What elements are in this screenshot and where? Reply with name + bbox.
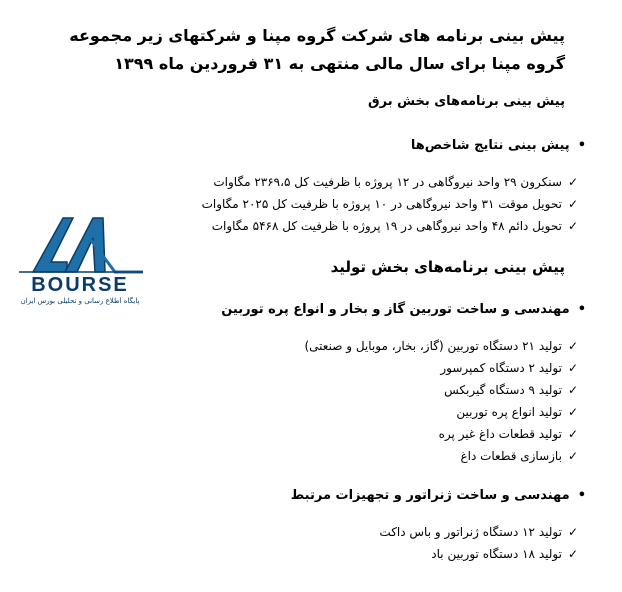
- check-icon: ✓: [567, 449, 578, 463]
- check-icon: ✓: [567, 361, 578, 375]
- check-icon: ✓: [567, 197, 578, 211]
- svg-text:پایگاه اطلاع رسانی و تحلیلی بو: پایگاه اطلاع رسانی و تحلیلی بورس ایران: [20, 297, 140, 305]
- check-icon: ✓: [567, 219, 578, 233]
- bourse24-logo: [5, 210, 155, 305]
- list-item: ✓سنکرون ۲۹ واحد نیروگاهی در ۱۲ پروژه با ظرفیت کل ۲۳۶۹،۵ مگاوات: [213, 175, 578, 189]
- bullet-label: مهندسی و ساخت توربین گاز و بخار و انواع پره توربین: [221, 302, 570, 317]
- list-item: ✓بازسازی قطعات داغ: [460, 449, 578, 463]
- list-item: ✓تولید ۱۲ دستگاه ژنراتور و باس داکت: [379, 525, 578, 539]
- section-heading-production: پیش بینی برنامه‌های بخش تولید: [330, 258, 565, 276]
- list-item: ✓تولید ۲ دستگاه کمپرسور: [440, 361, 578, 375]
- bullet-generator: [291, 488, 586, 503]
- check-icon: ✓: [567, 405, 578, 419]
- bullet-dot-icon: •: [577, 488, 586, 503]
- list-item: ✓تولید ۱۸ دستگاه توربین باد: [431, 547, 578, 561]
- check-icon: ✓: [567, 427, 578, 441]
- list-item: ✓تولید انواع پره توربین: [456, 405, 578, 419]
- check-icon: ✓: [567, 339, 578, 353]
- svg-text:BOURSE: BOURSE: [31, 274, 129, 296]
- page-title: پیش بینی برنامه های شرکت گروه مپنا و شرکتهای زیر مجموعه گروه مپنا برای سال مالی منتهی به ۳۱ فروردین ماه ۱۳۹۹: [69, 26, 565, 73]
- list-item: ✓تولید ۲۱ دستگاه توربین (گاز، بخار، موبایل و صنعتی): [304, 339, 578, 353]
- bullet-indicators: [411, 138, 586, 153]
- bullet-dot-icon: •: [577, 302, 586, 317]
- section-heading-electric: پیش بینی برنامه‌های بخش برق: [367, 94, 565, 109]
- check-icon: ✓: [567, 547, 578, 561]
- list-item: ✓تحویل دائم ۴۸ واحد نیروگاهی در ۱۹ پروژه با ظرفیت کل ۵۴۶۸ مگاوات: [211, 219, 578, 233]
- logo-graphic: [5, 210, 155, 305]
- check-icon: ✓: [567, 175, 578, 189]
- bullet-label: پیش بینی نتایج شاخص‌ها: [410, 138, 570, 153]
- check-icon: ✓: [567, 525, 578, 539]
- list-item: ✓تولید ۹ دستگاه گیربکس: [444, 383, 578, 397]
- list-item: ✓تحویل موقت ۳۱ واحد نیروگاهی در ۱۰ پروژه با ظرفیت کل ۲۰۲۵ مگاوات: [201, 197, 578, 211]
- check-icon: ✓: [567, 383, 578, 397]
- bullet-label: مهندسی و ساخت ژنراتور و تجهیزات مرتبط: [290, 488, 570, 503]
- bullet-turbine: [221, 302, 586, 317]
- list-item: ✓تولید قطعات داغ غیر پره: [438, 427, 578, 441]
- bullet-dot-icon: •: [577, 138, 586, 153]
